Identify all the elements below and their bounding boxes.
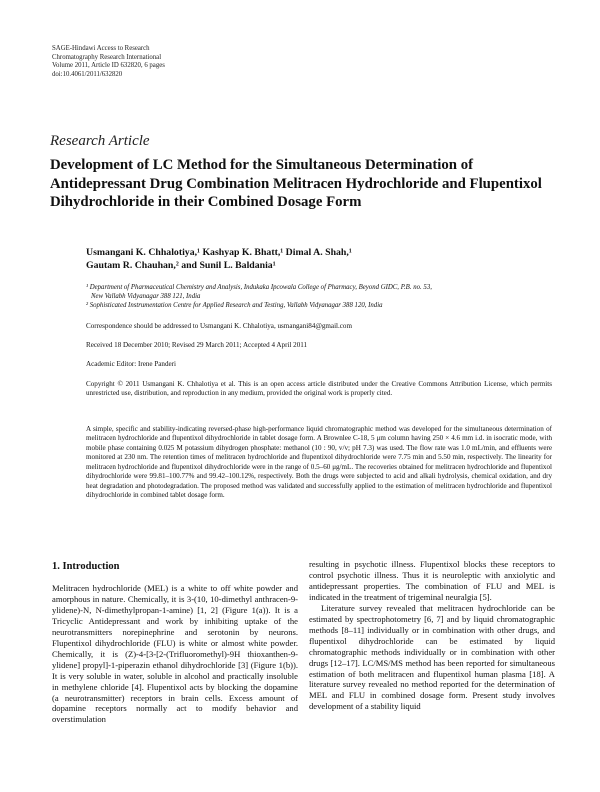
intro-paragraph-2: resulting in psychotic illness. Flupentixol blocks these receptors to control psychotic illness. Thus it is neuroleptic with anxiolytic and antidepressant properties. The combination of FLU and MEL is indicated in the treatment of trigeminal neuralgia [5]. (309, 559, 555, 602)
authors-line-1: Usmangani K. Chhalotiya,¹ Kashyap K. Bhatt,¹ Dimal A. Shah,¹ (86, 247, 352, 258)
affiliation-2: ² Sophisticated Instrumentation Centre for Applied Research and Testing, Vallabh Vidyanagar 388 120, India (86, 302, 383, 309)
section-heading-introduction: 1. Introduction (52, 561, 120, 572)
journal-info (52, 45, 165, 79)
affiliation-1-line-1: ¹ Department of Pharmaceutical Chemistry and Analysis, Indukaka Ipcowala College of Pharmacy, Beyond GIDC, P.B. no. 53, (86, 284, 432, 291)
paper-title: Development of LC Method for the Simultaneous Determination of Antidepressant Drug Combination Melitracen Hydrochloride and Flupentixol Dihydrochloride in their Combined Dosage Form (50, 157, 542, 210)
author-list (86, 246, 556, 272)
correspondence: Correspondence should be addressed to Usmangani K. Chhalotiya, usmangani84@gmail.com (86, 322, 352, 330)
journal-name: Chromatography Research International (52, 53, 162, 61)
intro-paragraph-1: Melitracen hydrochloride (MEL) is a white to off white powder and amorphous in nature. Chemically, it is 3-(10, 10-dimethyl anthracen-9-ylidene)-N, N-dimethylpropan-1-amine) [1, 2] (Figure 1(a)). It is a Tricyclic Antidepressant and work by inhibiting uptake of the neurotransmitters norepinephrine and serotonin by neurons. Flupentixol dihydrochloride (FLU) is white or almost white powder. Chemically, it is (Z)-4-[3-[2-(Trifluoromethyl)-9H thioxanthen-9-ylidene] propyl]-1-piperazin ethanol dihydrochloride [3] (Figure 1(b)). It is very soluble in water, soluble in alcohol and practically insoluble in methylene chloride [4]. Flupentixol acts by blocking the dopamine (a neurotransmitter) receptors in brain cells. Excess amount of dopamine receptors normally act to modify behavior and overstimulation (52, 583, 298, 725)
journal-publisher: SAGE-Hindawi Access to Research (52, 45, 150, 52)
article-dates: Received 18 December 2010; Revised 29 March 2011; Accepted 4 April 2011 (86, 341, 308, 349)
intro-right-column (309, 559, 555, 712)
intro-paragraph-3: Literature survey revealed that melitracen hydrochloride can be estimated by spectrophotometry [6, 7] and by liquid chromatographic methods [8–11] individually or in combination with other drugs, and flupentixol dihydrochloride can be estimated by liquid chromatographic methods individually or in combination with other drugs [12–17]. LC/MS/MS method has been reported for simultaneous estimation of both melitracen and flupentixol human plasma [18]. A literature survey revealed no method reported for the determination of MEL and FLU in combined dosage form. Present study involves development of a stability liquid (309, 602, 555, 712)
journal-volume: Volume 2011, Article ID 632820, 6 pages (52, 62, 165, 70)
abstract: A simple, specific and stability-indicating reversed-phase high-performance liquid chromatographic method was developed for the simultaneous determination of melitracen hydrochloride and flupentixol dihydrochloride in tablet dosage form. A Brownlee C-18, 5 μm column having 250 × 4.6 mm i.d. in isocratic mode, with mobile phase containing 0.025 M potassium dihydrogen phosphate: methanol (10 : 90, v/v; pH 7.3) was used. The flow rate was 1.0 mL/min, and effluents were monitored at 230 nm. The retention times of melitracen hydrochloride and flupentixol dihydrochloride were 7.75 min and 5.50 min, respectively. The linearity for melitracen hydrochloride and flupentixol dihydrochloride were in the range of 0.5–60 μg/mL. The recoveries obtained for melitracen hydrochloride and flupentixol dihydrochloride were 99.81–100.77% and 99.42–100.12%, respectively. Both the drugs were subjected to acid and alkali hydrolysis, chemical oxidation, and dry heat degradation and photodegradation. The proposed method was validated and successfully applied to the estimation of melitracen hydrochloride and flupentixol dihydrochloride in combined tablet dosage form. (86, 425, 552, 500)
academic-editor: Academic Editor: Irene Panderi (86, 360, 177, 368)
copyright-notice: Copyright © 2011 Usmangani K. Chhalotiya et al. This is an open access article distributed under the Creative Commons Attribution License, which permits unrestricted use, distribution, and reproduction in any medium, provided the original work is properly cited. (86, 380, 552, 398)
article-type: Research Article (50, 133, 150, 149)
journal-doi: doi:10.4061/2011/632820 (52, 70, 123, 78)
authors-line-2: Gautam R. Chauhan,² and Sunil L. Baldania¹ (86, 260, 276, 271)
affiliation-1-line-2: New Vallabh Vidyanagar 388 121, India (91, 293, 201, 300)
intro-left-column (52, 583, 298, 725)
affiliations (86, 283, 556, 310)
